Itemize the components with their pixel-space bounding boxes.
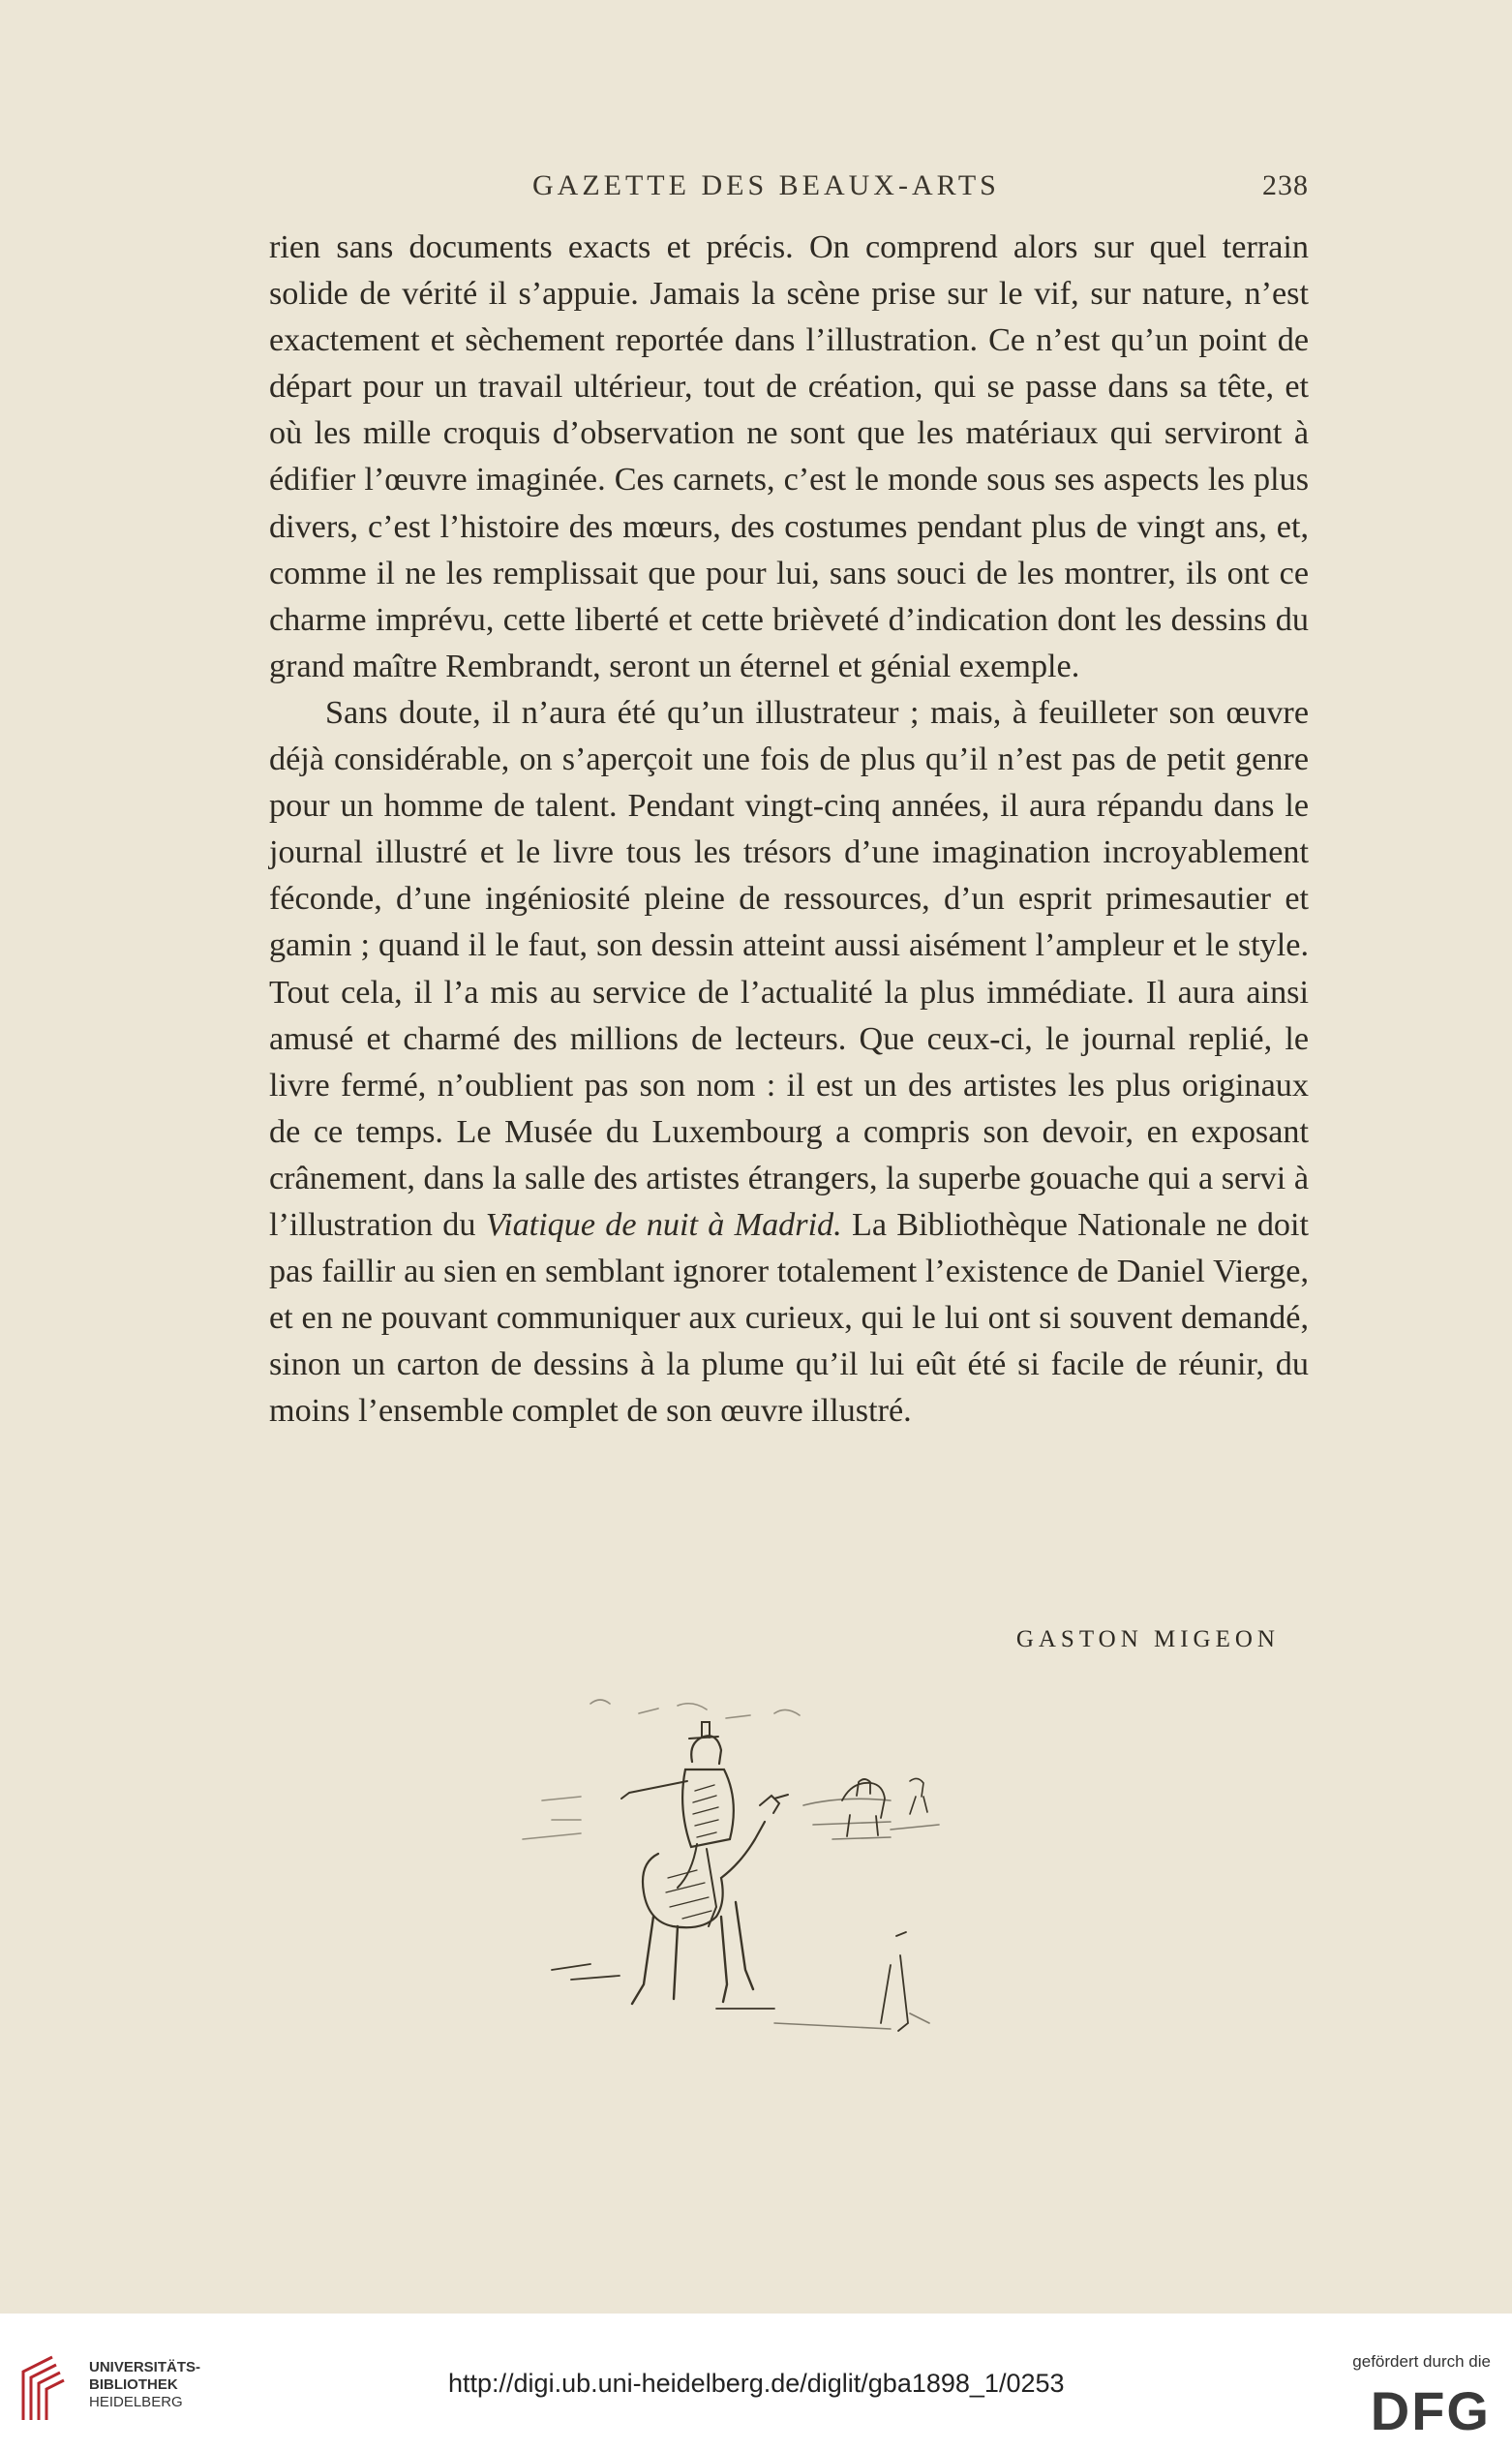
library-name: [89, 2359, 200, 2411]
permalink-url[interactable]: http://digi.ub.uni-heidelberg.de/diglit/gba1898_1/0253: [448, 2369, 1065, 2398]
library-line-3: HEIDELBERG: [89, 2394, 183, 2410]
journal-title: GAZETTE DES BEAUX-ARTS: [532, 169, 1000, 201]
paragraph-1: rien sans documents exacts et précis. On comprend alors sur quel terrain solide de vérité il s’appuie. Jamais la scène prise sur le vif, sur nature, n’est exactement et sèchement reportée dans l’illustration. Ce n’est qu’un point de départ pour un travail ultérieur, tout de création, qui se passe dans sa tête, et où les mille croquis d’observation ne sont que les matériaux qui serviront à édifier l’œuvre imaginée. Ces carnets, c’est le monde sous ses aspects les plus divers, c’est l’histoire des mœurs, des costumes pendant plus de vingt ans, et, comme il ne les remplissait que pour lui, sans souci de les montrer, ils ont ce charme imprévu, cette liberté et cette brièveté d’indication dont les dessins du grand maître Rembrandt, seront un éternel et génial exemple.: [269, 229, 1309, 684]
paragraph-2-text: Sans doute, il n’aura été qu’un illustrateur ; mais, à feuilleter son œuvre déjà considérable, on s’aperçoit une fois de plus qu’il n’est pas de petit genre pour un homme de talent. Pendant vingt-cinq années, il aura répandu dans le journal illustré et le livre tous les trésors d’une imagination incroyablement féconde, d’une ingéniosité pleine de ressources, d’un esprit primesautier et gamin ; quand il le faut, son dessin atteint aussi aisément l’ampleur et le style. Tout cela, il l’a mis au service de l’actualité la plus immédiate. Il aura ainsi amusé et charmé des millions de lecteurs. Que ceux-ci, le journal replié, le livre fermé, n’oublient pas son nom : il est un des artistes les plus originaux de ce temps. Le Musée du Luxembourg a compris son devoir, en exposant crânement, dans la salle des artistes étrangers, la superbe gouache qui a servi à l’illustration du: [269, 694, 1309, 1243]
page-number: 238: [1262, 169, 1309, 201]
article-body: [269, 225, 1309, 1435]
dfg-wordmark: DFG: [1370, 2381, 1491, 2435]
library-line-1: UNIVERSITÄTS-: [89, 2359, 201, 2375]
library-line-2: BIBLIOTHEK: [89, 2376, 178, 2393]
artwork-title: Viatique de nuit à Madrid.: [485, 1206, 842, 1243]
dfg-logo-icon: [1346, 2381, 1491, 2435]
vignette-rider-on-mule-icon: [484, 1646, 1065, 2042]
author-signature: GASTON MIGEON: [1015, 1626, 1280, 1652]
funded-by-label: gefördert durch die: [1352, 2352, 1491, 2371]
paragraph-2-tail: La Bibliothèque Nationale ne doit pas faillir au sien en semblant ignorer totalement l’existence de Daniel Vierge, et en ne pouvant communiquer aux curieux, qui le lui ont si souvent demandé, sinon un carton de dessins à la plume qu’il lui eût été si facile de réunir, du moins l’ensemble complet de son œuvre illustré.: [269, 1206, 1310, 1430]
university-library-logo-icon: [14, 2352, 81, 2430]
paragraph-2: [269, 690, 1309, 1436]
